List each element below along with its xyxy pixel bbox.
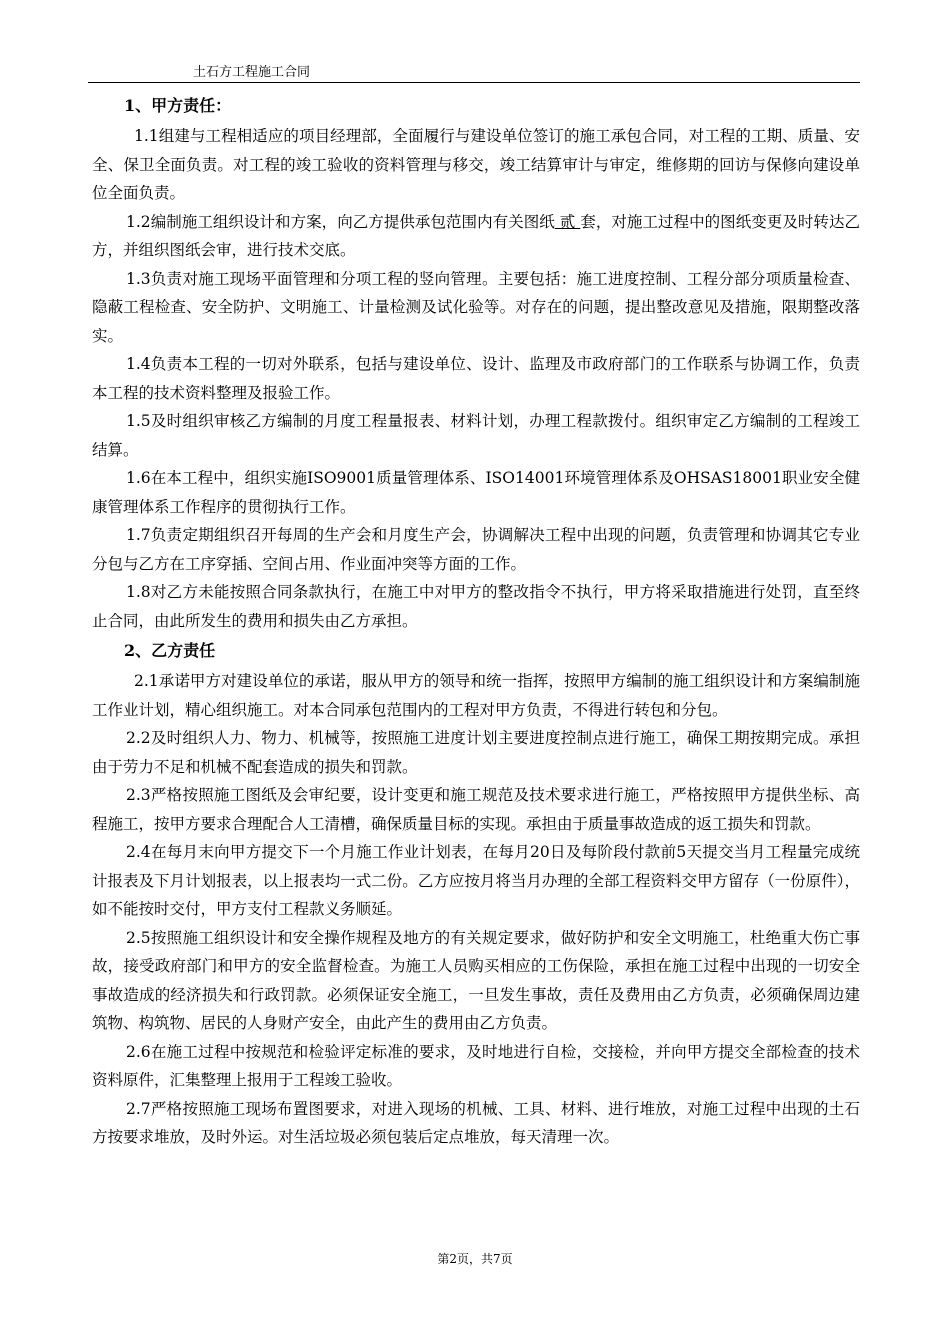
paragraph-2-1: 2.1承诺甲方对建设单位的承诺，服从甲方的领导和统一指挥，按照甲方编制的施工组织设计和方案编制施工作业计划，精心组织施工。对本合同承包范围内的工程对甲方负责，不得进行转包和分包。 (92, 672, 860, 719)
paragraph-1-3: 1.3负责对施工现场平面管理和分项工程的竖向管理。主要包括：施工进度控制、工程分部分项质量检查、隐蔽工程检查、安全防护、文明施工、计量检测及试化验等。对存在的问题，提出整改意见及措施，限期整改落实。 (92, 269, 860, 345)
header-divider (88, 82, 860, 83)
paragraph-1-8: 1.8对乙方未能按照合同条款执行，在施工中对甲方的整改指令不执行，甲方将采取措施进行处罚，直至终止合同，由此所发生的费用和损失由乙方承担。 (92, 583, 860, 630)
paragraph-1-7: 1.7负责定期组织召开每周的生产会和月度生产会，协调解决工程中出现的问题，负责管理和协调其它专业分包与乙方在工序穿插、空间占用、作业面冲突等方面的工作。 (92, 526, 860, 573)
paragraph-1-2 (92, 208, 860, 265)
paragraph-1-1: 1.1组建与工程相适应的项目经理部，全面履行与建设单位签订的施工承包合同，对工程的工期、质量、安全、保卫全面负责。对工程的竣工验收的资料管理与移交，竣工结算审计与审定，维修期的回访与保修向建设单位全面负责。 (92, 127, 860, 202)
paragraph-2-7: 2.7严格按照施工现场布置图要求，对进入现场的机械、工具、材料、进行堆放，对施工过程中出现的土石方按要求堆放，及时外运。对生活垃圾必须包装后定点堆放，每天清理一次。 (92, 1099, 860, 1146)
document-body (92, 90, 860, 1152)
header-title: 土石方工程施工合同 (193, 65, 311, 80)
paragraph-2-6: 2.6在施工过程中按规范和检验评定标准的要求，及时地进行自检，交接检，并向甲方提交全部检查的技术资料原件，汇集整理上报用于工程竣工验收。 (92, 1042, 860, 1089)
paragraph-1-6: 1.6在本工程中，组织实施ISO9001质量管理体系、ISO14001环境管理体系及OHSAS18001职业安全健康管理体系工作程序的贯彻执行工作。 (92, 469, 860, 516)
paragraph-1-5: 1.5及时组织审核乙方编制的月度工程量报表、材料计划，办理工程款拨付。组织审定乙方编制的工程竣工结算。 (92, 412, 860, 459)
section-heading-party-b: 2、乙方责任 (124, 641, 216, 660)
paragraph-2-2: 2.2及时组织人力、物力、机械等，按照施工进度计划主要进度控制点进行施工，确保工期按期完成。承担由于劳力不足和机械不配套造成的损失和罚款。 (92, 729, 860, 776)
page-number: 第2页，共7页 (437, 1252, 513, 1266)
paragraph-1-2-text-a: 1.2编制施工组织设计和方案，向乙方提供承包范围内有关图纸 (126, 212, 555, 231)
drawing-set-count: 贰 (554, 212, 581, 231)
paragraph-2-3: 2.3严格按照施工图纸及会审纪要，设计变更和施工规范及技术要求进行施工，严格按照甲方提供坐标、高程施工，按甲方要求合理配合人工清槽，确保质量目标的实现。承担由于质量事故造成的返工损失和罚款。 (92, 786, 860, 833)
paragraph-1-2-text-b: 套，对施工过程中的图纸变更及时转达乙方，并组织图纸会审，进行技术交底。 (92, 212, 860, 259)
paragraph-1-4: 1.4负责本工程的一切对外联系，包括与建设单位、设计、监理及市政府部门的工作联系与协调工作，负责本工程的技术资料整理及报验工作。 (92, 355, 860, 402)
paragraph-2-5: 2.5按照施工组织设计和安全操作规程及地方的有关规定要求，做好防护和安全文明施工，杜绝重大伤亡事故，接受政府部门和甲方的安全监督检查。为施工人员购买相应的工伤保险，承担在施工过程中出现的一切安全事故造成的经济损失和行政罚款。必须保证安全施工，一旦发生事故，责任及费用由乙方负责，必须确保周边建筑物、构筑物、居民的人身财产安全，由此产生的费用由乙方负责。 (92, 928, 860, 1032)
paragraph-2-4: 2.4在每月末向甲方提交下一个月施工作业计划表，在每月20日及每阶段付款前5天提交当月工程量完成统计报表及下月计划报表，以上报表均一式二份。乙方应按月将当月办理的全部工程资料交甲方留存（一份原件），如不能按时交付，甲方支付工程款义务顺延。 (92, 843, 860, 918)
section-heading-party-a: 1、甲方责任： (124, 96, 232, 115)
